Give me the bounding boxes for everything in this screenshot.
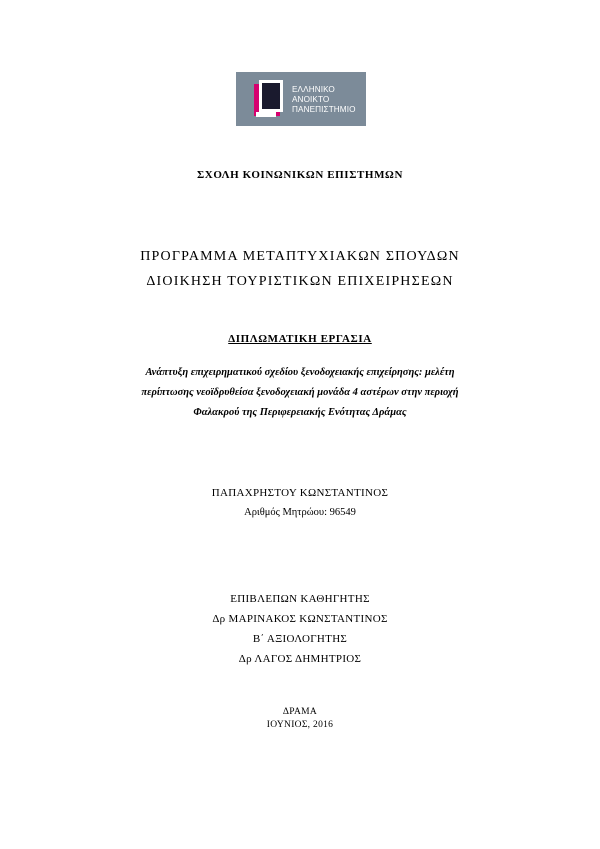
logo-line-3: ΠΑΝΕΠΙΣΤΗΜΙΟ — [292, 105, 356, 114]
supervision-block — [0, 589, 600, 669]
thesis-title — [110, 363, 490, 423]
registration-number: Αριθμός Μητρώου: 96549 — [244, 507, 356, 518]
logo-line-2: ΑΝΟΙΚΤΟ — [292, 95, 330, 104]
program-title — [0, 244, 600, 294]
program-line-2: ΔΙΟΙΚΗΣΗ ΤΟΥΡΙΣΤΙΚΩΝ ΕΠΙΧΕΙΡΗΣΕΩΝ — [146, 274, 454, 289]
school-name: ΣΧΟΛΗ ΚΟΙΝΩΝΙΚΩΝ ΕΠΙΣΤΗΜΩΝ — [196, 169, 404, 181]
program-line-1: ΠΡΟΓΡΑΜΜΑ ΜΕΤΑΠΤΥΧΙΑΚΩΝ ΣΠΟΥΔΩΝ — [140, 249, 460, 264]
footer-city: ΔΡΑΜΑ — [282, 707, 318, 717]
second-examiner-name: Δρ ΛΑΓΟΣ ΔΗΜΗΤΡΙΟΣ — [238, 653, 362, 665]
thesis-title-line-2: περίπτωσης νεοϊδρυθείσα ξενοδοχειακή μονάδα 4 αστέρων στην περιοχή — [141, 387, 459, 398]
thesis-title-line-1: Ανάπτυξη επιχειρηματικού σχεδίου ξενοδοχειακής επιχείρησης: μελέτη — [145, 367, 455, 378]
author-name: ΠΑΠΑΧΡΗΣΤΟΥ ΚΩΝΣΤΑΝΤΙΝΟΣ — [211, 487, 389, 499]
second-examiner-label: Β΄ ΑΞΙΟΛΟΓΗΤΗΣ — [252, 633, 348, 645]
thesis-heading: ΔΙΠΛΩΜΑΤΙΚΗ ΕΡΓΑΣΙΑ — [228, 333, 372, 345]
footer-date: ΙΟΥΝΙΟΣ, 2016 — [266, 720, 334, 730]
logo-line-1: ΕΛΛΗΝΙΚΟ — [292, 85, 335, 94]
supervisor-name: Δρ ΜΑΡΙΝΑΚΟΣ ΚΩΝΣΤΑΝΤΙΝΟΣ — [212, 613, 388, 625]
footer-place-date — [0, 706, 600, 732]
university-logo — [236, 72, 366, 126]
supervisor-label: ΕΠΙΒΛΕΠΩΝ ΚΑΘΗΓΗΤΗΣ — [230, 593, 370, 605]
logo-wordmark — [292, 85, 356, 115]
thesis-title-line-3: Φαλακρού της Περιφερειακής Ενότητας Δράμας — [193, 407, 407, 418]
open-book-icon — [250, 78, 286, 120]
